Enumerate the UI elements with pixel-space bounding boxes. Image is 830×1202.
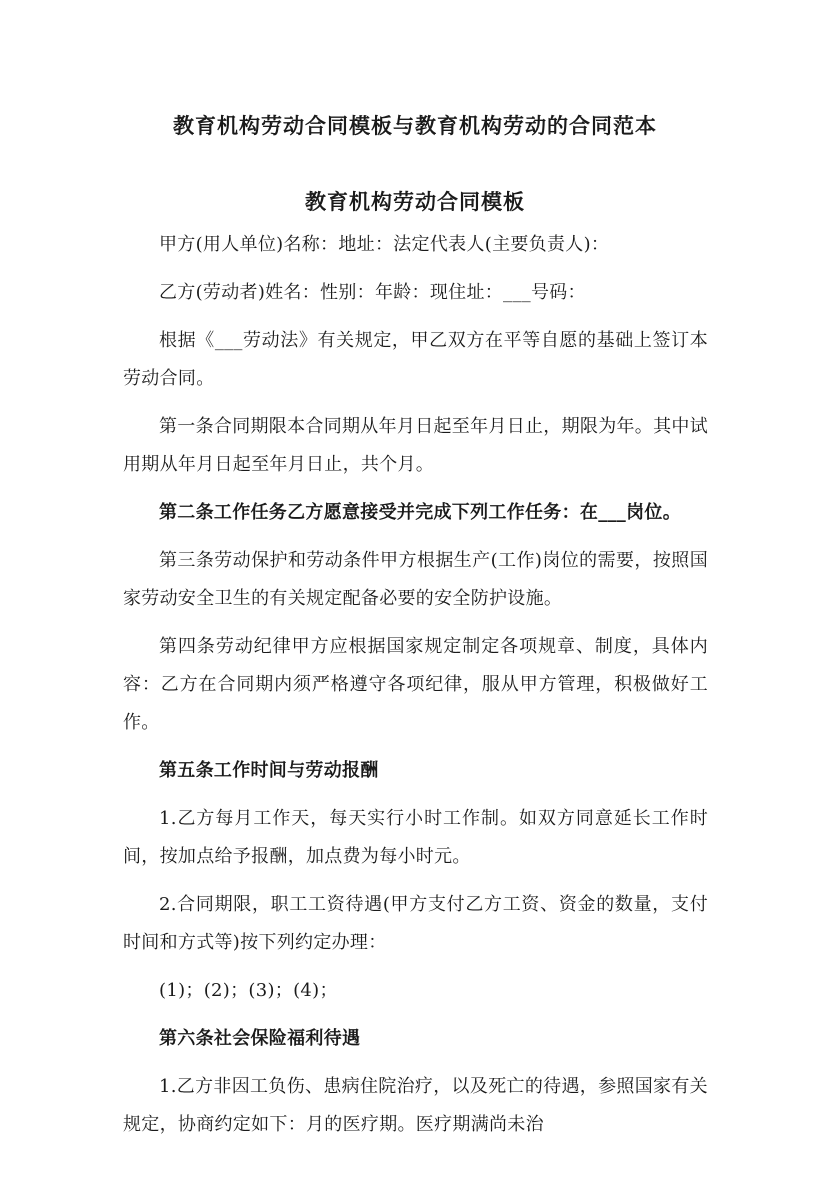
paragraph: (1)；(2)；(3)；(4)； (159, 980, 338, 1001)
watermark: ​ (336, 1051, 424, 1202)
paragraph-heading: 第六条社会保险福利待遇 (159, 1028, 361, 1049)
paragraph-heading: 第二条工作任务乙方愿意接受并完成下列工作任务：在___岗位。 (159, 502, 681, 523)
watermark: ​ (286, 341, 374, 493)
paragraph: 根据《___劳动法》有关规定，甲乙双方在平等自愿的基础上签订本劳动合同。 (123, 330, 708, 389)
document-title: 教育机构劳动合同模板与教育机构劳动的合同范本 (173, 113, 657, 138)
section-title: 教育机构劳动合同模板 (305, 189, 525, 214)
paragraph: 第四条劳动纪律甲方应根据国家规定制定各项规章、制度，具体内容：乙方在合同期内须严格遵守各项纪律，服从甲方管理，积极做好工作。 (123, 636, 708, 733)
paragraph: 第三条劳动保护和劳动条件甲方根据生产(工作)岗位的需要，按照国家劳动安全卫生的有关规定配备必要的安全防护设施。 (123, 550, 708, 609)
paragraph: 乙方(劳动者)姓名：性别：年龄：现住址：___号码： (159, 282, 586, 303)
paragraph: 甲方(用人单位)名称：地址：法定代表人(主要负责人)： (159, 234, 610, 255)
paragraph: 1.乙方非因工负伤、患病住院治疗，以及死亡的待遇，参照国家有关规定，协商约定如下：月的医疗期。医疗期满尚未治 (123, 1076, 708, 1135)
document-body (123, 226, 708, 1144)
paragraph: 2.合同期限，职工工资待遇(甲方支付乙方工资、资金的数量，支付时间和方式等)按下列约定办理： (123, 894, 708, 953)
paragraph-heading: 第五条工作时间与劳动报酬 (159, 760, 379, 781)
paragraph: 第一条合同期限本合同期从年月日起至年月日止，期限为年。其中试用期从年月日起至年月日止，共个月。 (123, 416, 708, 475)
paragraph: 1.乙方每月工作天，每天实行小时工作制。如双方同意延长工作时间，按加点给予报酬，加点费为每小时元。 (123, 808, 708, 867)
